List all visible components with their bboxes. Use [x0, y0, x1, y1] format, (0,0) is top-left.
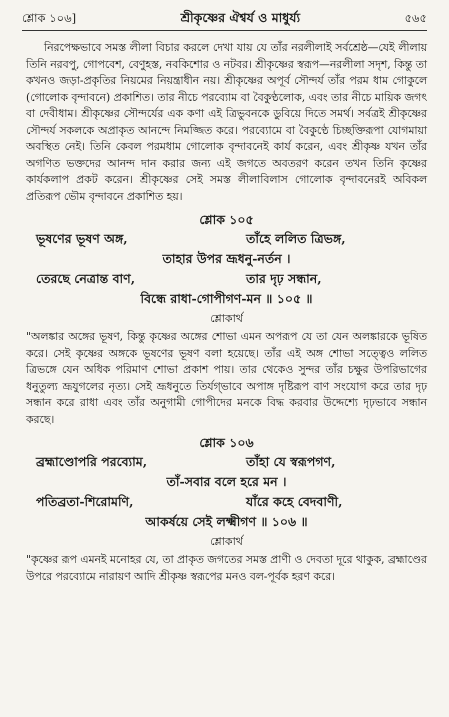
verse-line	[26, 249, 427, 269]
verse-106-heading: শ্লোক ১০৬	[199, 435, 254, 450]
verse-line-center: বিন্ধে রাধা-গোপীগণ-মন ॥ ১০৫ ॥	[140, 291, 313, 306]
verse-line-left: তেরছে নেত্রান্ত বাণ,	[36, 271, 136, 286]
verse-line	[26, 472, 427, 492]
page-number: ৫৬৫	[404, 11, 427, 25]
verse-line-right: যাঁরে কহে বেদবাণী,	[246, 494, 343, 509]
header-verse-ref: শ্লোক ১০৬]	[22, 11, 77, 25]
verse-line-left: পতিব্রতা-শিরোমণি,	[36, 494, 134, 509]
verse-line-right: তাঁহা যে স্বরূপগণ,	[246, 454, 336, 469]
page-header	[22, 10, 427, 32]
header-rule	[22, 30, 427, 31]
verse-105-translation-heading: শ্লোকার্থ	[210, 312, 243, 325]
verse-106-translation-heading: শ্লোকার্থ	[210, 535, 243, 548]
verse-line	[26, 452, 427, 472]
verse-line	[26, 229, 427, 249]
verse-106	[26, 452, 427, 532]
verse-105	[26, 229, 427, 309]
verse-line-center: তাহার উপর ভ্রূধনু-নর্তন ।	[162, 251, 291, 266]
verse-line	[26, 492, 427, 512]
verse-line-right: তার দৃঢ় সন্ধান,	[246, 271, 322, 286]
header-chapter-title: শ্রীকৃষ্ণের ঐশ্বর্য ও মাধুর্য্য	[180, 10, 301, 25]
verse-106-translation: "কৃষ্ণের রূপ এমনই মনোহর যে, তা প্রাকৃত জগতের সমস্ত প্রাণী ও দেবতা দূরে থাকুক, ব্রহ্মাণ্ডের উপরে পরব্যোমে নারায়ণ আদি শ্রীকৃষ্ণ স্বরূপের মনও বল-পূর্বক হরণ করে।	[26, 553, 427, 583]
page-body	[26, 40, 427, 585]
verse-line	[26, 269, 427, 289]
verse-105-translation: "অলঙ্কার অঙ্গের ভূষণ, কিন্তু কৃষ্ণের অঙ্গের শোভা এমন অপরূপ যে তা যেন অলঙ্কারকে ভূষিত করে। সেই কৃষ্ণের অঙ্গকে ভূষণের ভূষণ বলা হয়েছে। তাঁর এই অঙ্গ শোভা সত্ত্বেও ললিত ত্রিভঙ্গে যেন অধিক পরিমাণ শোভা প্রকাশ পায়। তার থেকেও সুন্দর তাঁর চক্ষুর উপরিভাগের ধনুতুল্য ভ্রূযুগলের নৃত্য। সেই ভ্রূধনুতে তির্যগ্‌ভাবে অপাঙ্গ দৃষ্টিরূপ বাণ সংযোগ করে তার দৃঢ় সন্ধান করে রাধা এবং তাঁর অনুগামী গোপীদের মনকে বিদ্ধ করবার উদ্দেশ্যে দৃঢ়ভাবে সন্ধান করছে।	[26, 330, 427, 426]
verse-105-heading: শ্লোক ১০৫	[199, 212, 254, 227]
purport-paragraph: নিরপেক্ষভাবে সমস্ত লীলা বিচার করলে দেখা যায় যে তাঁর নরলীলাই সর্বশ্রেষ্ঠ—যেই লীলায় তিনি নরবপু, গোপবেশ, বেণুহস্ত, নবকিশোর ও নটবর। শ্রীকৃষ্ণের স্বরূপ—নরলীলা সদৃশ, কিন্তু তা কখনও জড়া-প্রকৃতির নিয়মের নিয়ন্ত্রাধীন নয়। শ্রীকৃষ্ণের অপূর্ব সৌন্দর্য তাঁর পরম ধাম গোকুলে (গোলোক বৃন্দাবনে) প্রকাশিত। তার নীচে পরব্যোম বা বৈকুণ্ঠলোক, এবং তার নীচে মায়িক জগৎ বা দেবীধাম। শ্রীকৃষ্ণের সৌন্দর্যের এক কণা এই ত্রিভুবনকে ডুবিয়ে দিতে সমর্থ। সর্বত্রই শ্রীকৃষ্ণের সৌন্দর্য সকলকে অপ্রাকৃত আনন্দে নিমজ্জিত করে। পরব্যোমে বা বৈকুণ্ঠে চিচ্ছক্তিরূপা যোগমায়া অবস্থিত নেই। তিনি কেবল পরমধাম গোলোক বৃন্দাবনেই কার্য করেন, এবং শ্রীকৃষ্ণ যখন তাঁর অগণিত ভক্তদের আনন্দ দান করার জন্য এই জগতে অবতরণ করেন তখন তিনি কৃষ্ণের কার্যকলাপ প্রকট করেন। শ্রীকৃষ্ণের সেই সমস্ত লীলাবিলাস গোলোক বৃন্দাবনেরই অবিকল প্রতিরূপ ভৌম বৃন্দাবনে প্রকাশিত হয়।	[26, 41, 427, 203]
verse-line	[26, 289, 427, 309]
verse-line-left: ভূষণের ভূষণ অঙ্গ,	[36, 231, 128, 246]
verse-line-center: তাঁ-সবার বলে হরে মন ।	[166, 474, 287, 489]
verse-line-left: ব্রহ্মাণ্ডোপরি পরব্যোম,	[36, 454, 148, 469]
verse-line-center: আকর্ষয়ে সেই লক্ষ্মীগণ ॥ ১০৬ ॥	[145, 514, 308, 529]
verse-line-right: তাঁহে ললিত ত্রিভঙ্গ,	[246, 231, 346, 246]
verse-line	[26, 512, 427, 532]
